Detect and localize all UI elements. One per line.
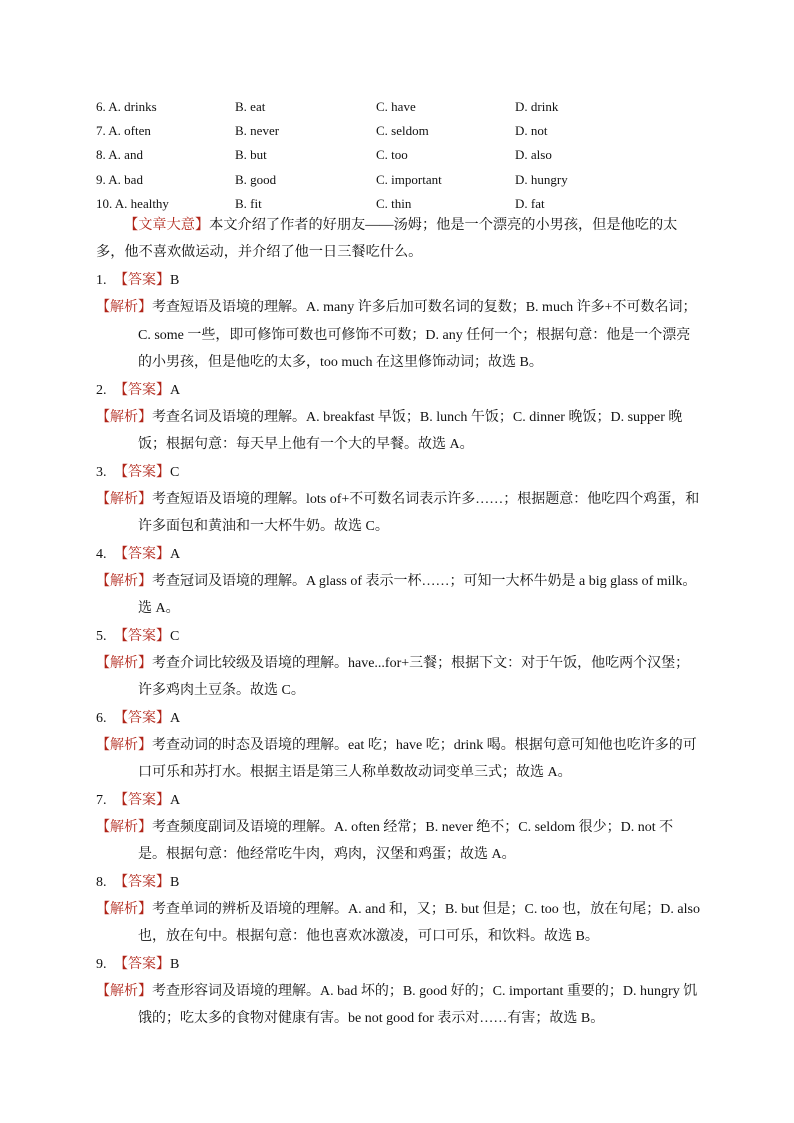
- item-number: 9.: [96, 956, 107, 972]
- analysis-label: 【解析】: [96, 573, 152, 589]
- answer-value: A: [170, 382, 181, 398]
- article-summary: [96, 212, 700, 266]
- item-number: 7.: [96, 792, 107, 808]
- analysis-text: 考查单词的辨析及语境的理解。A. and 和，又；B. but 但是；C. too 也，放在句尾；D. also 也，放在句中。根据句意：他也喜欢冰激凌，可口可乐，和饮料。故选 B。: [138, 901, 700, 944]
- answer-value: B: [170, 273, 180, 288]
- answer-label: 【答案】: [114, 273, 170, 288]
- answer-label: 【答案】: [114, 710, 170, 726]
- option-c: C. too: [376, 147, 408, 163]
- option-d: D. drink: [515, 99, 559, 115]
- answer-item: [96, 623, 700, 705]
- option-c: C. important: [376, 171, 442, 187]
- answer-item: [96, 267, 700, 377]
- answer-value: C: [170, 628, 180, 644]
- answer-value: A: [170, 710, 181, 726]
- answer-item: [96, 705, 700, 787]
- item-number: 5.: [96, 628, 107, 644]
- answer-label: 【答案】: [114, 874, 170, 890]
- option-b: B. good: [235, 171, 277, 187]
- option-d: D. also: [515, 147, 552, 163]
- answer-label: 【答案】: [114, 956, 170, 972]
- option-c: C. have: [376, 99, 416, 115]
- analysis-label: 【解析】: [96, 409, 152, 425]
- item-number: 8.: [96, 874, 107, 890]
- answer-value: C: [170, 464, 180, 480]
- analysis-label: 【解析】: [96, 983, 152, 999]
- analysis-text: 考查频度副词及语境的理解。A. often 经常；B. never 绝不；C. seldom 很少；D. not 不是。根据句意：他经常吃牛肉，鸡肉，汉堡和鸡蛋；故选 A。: [138, 819, 674, 862]
- option-b: B. eat: [235, 99, 266, 115]
- answer-label: 【答案】: [114, 382, 170, 398]
- option-d: D. fat: [515, 195, 545, 211]
- analysis-text: 考查介词比较级及语境的理解。have...for+三餐；根据下文：对于午饭，他吃两个汉堡；许多鸡肉土豆条。故选 C。: [138, 655, 690, 698]
- answer-value: B: [170, 956, 180, 972]
- item-number: 4.: [96, 546, 107, 562]
- answer-item: [96, 869, 700, 951]
- option-d: D. hungry: [515, 171, 568, 187]
- item-number: 1.: [96, 273, 107, 288]
- answer-value: A: [170, 546, 181, 562]
- summary-text: 本文介绍了作者的好朋友——汤姆；他是一个漂亮的小男孩，但是他吃的太多，他不喜欢做运动，并介绍了他一日三餐吃什么。: [96, 217, 678, 260]
- analysis-label: 【解析】: [96, 655, 152, 671]
- option-a: 6. A. drinks: [96, 99, 157, 115]
- option-c: C. seldom: [376, 123, 429, 139]
- analysis-text: 考查名词及语境的理解。A. breakfast 早饭；B. lunch 午饭；C. dinner 晚饭；D. supper 晚饭；根据句意：每天早上他有一个大的早餐。故选 A。: [138, 409, 683, 452]
- option-a: 7. A. often: [96, 123, 151, 139]
- answer-item: [96, 951, 700, 1033]
- analysis-label: 【解析】: [96, 300, 152, 315]
- answer-label: 【答案】: [114, 464, 170, 480]
- analysis-label: 【解析】: [96, 491, 152, 507]
- answer-value: B: [170, 874, 180, 890]
- answer-value: A: [170, 792, 181, 808]
- option-b: B. but: [235, 147, 267, 163]
- option-row: [96, 95, 716, 119]
- option-row: [96, 143, 716, 167]
- answer-item: [96, 377, 700, 459]
- option-row: [96, 168, 716, 192]
- analysis-text: 考查冠词及语境的理解。A glass of 表示一杯……；可知一大杯牛奶是 a big glass of milk。选 A。: [138, 573, 697, 616]
- answer-label: 【答案】: [114, 546, 170, 562]
- analysis-text: 考查动词的时态及语境的理解。eat 吃；have 吃；drink 喝。根据句意可知他也吃许多的可口可乐和苏打水。根据主语是第三人称单数故动词变单三式；故选 A。: [138, 737, 697, 780]
- option-d: D. not: [515, 123, 548, 139]
- item-number: 2.: [96, 382, 107, 398]
- item-number: 3.: [96, 464, 107, 480]
- options-table: [96, 95, 716, 216]
- analysis-label: 【解析】: [96, 737, 152, 753]
- answer-item: [96, 459, 700, 541]
- option-a: 9. A. bad: [96, 171, 143, 187]
- answer-list: [96, 267, 700, 1033]
- option-a: 10. A. healthy: [96, 195, 169, 211]
- answer-item: [96, 787, 700, 869]
- analysis-label: 【解析】: [96, 901, 152, 917]
- option-row: [96, 119, 716, 143]
- option-b: B. never: [235, 123, 280, 139]
- item-number: 6.: [96, 710, 107, 726]
- analysis-text: 考查短语及语境的理解。A. many 许多后加可数名词的复数；B. much 许多+不可数名词；C. some 一些，即可修饰可数也可修饰不可数；D. any 任何一个；根据句意：他是一个漂亮的小男孩，但是他吃的太多，too much 在这里修饰动词；故选 B。: [138, 300, 697, 370]
- analysis-text: 考查短语及语境的理解。lots of+不可数名词表示许多……；根据题意：他吃四个鸡蛋，和许多面包和黄油和一大杯牛奶。故选 C。: [138, 491, 700, 534]
- summary-tag: 【文章大意】: [124, 217, 210, 233]
- answer-label: 【答案】: [114, 792, 170, 808]
- answer-label: 【答案】: [114, 628, 170, 644]
- option-c: C. thin: [376, 195, 412, 211]
- option-a: 8. A. and: [96, 147, 143, 163]
- option-b: B. fit: [235, 195, 262, 211]
- answer-item: [96, 541, 700, 623]
- analysis-text: 考查形容词及语境的理解。A. bad 坏的；B. good 好的；C. important 重要的；D. hungry 饥饿的；吃太多的食物对健康有害。be not good for 表示对……有害；故选 B。: [138, 983, 698, 1026]
- analysis-label: 【解析】: [96, 819, 152, 835]
